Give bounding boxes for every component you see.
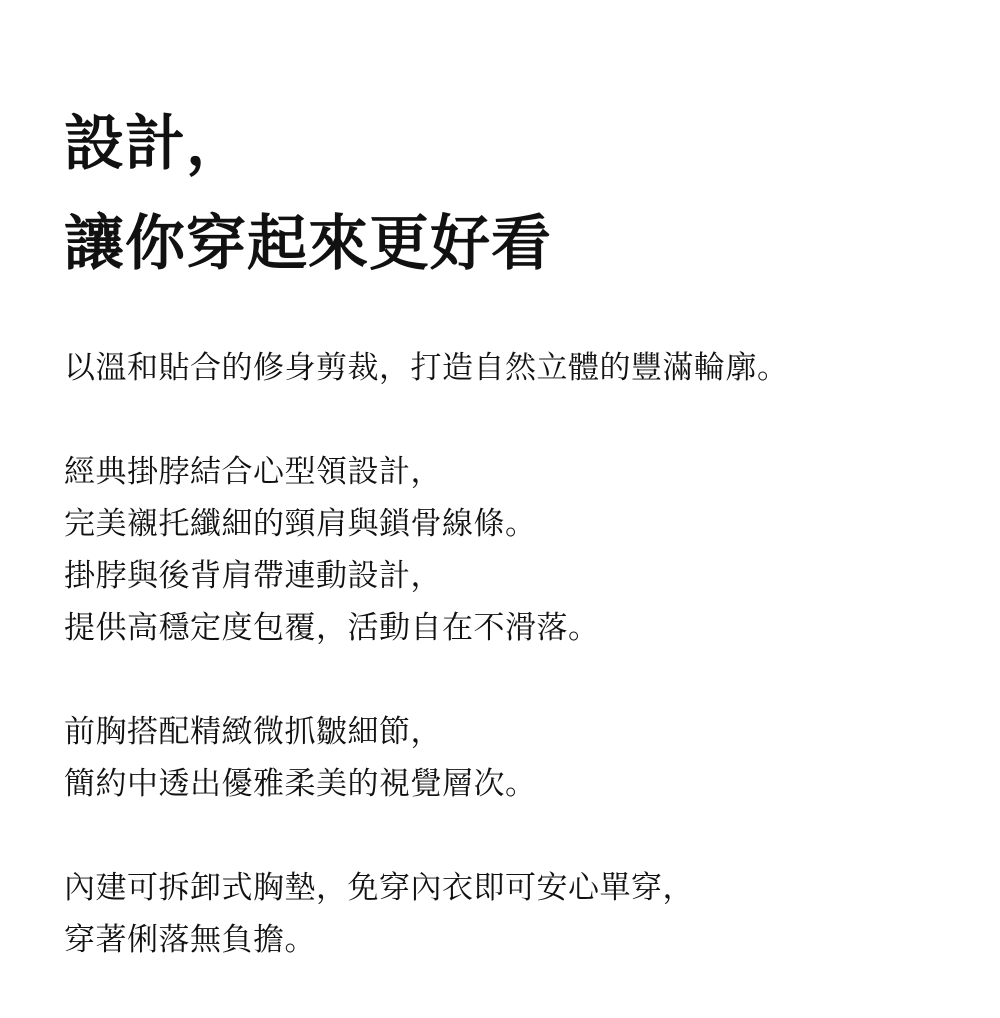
paragraph-line: 經典掛脖結合心型領設計， <box>64 454 442 490</box>
headline-line-1: 設計， <box>64 109 247 179</box>
paragraph-ruching-detail <box>64 706 944 810</box>
headline <box>64 94 944 294</box>
paragraph-line: 穿著俐落無負擔。 <box>64 922 316 958</box>
paragraph-line: 以溫和貼合的修身剪裁，打造自然立體的豐滿輪廓。 <box>64 350 789 386</box>
paragraph-line: 簡約中透出優雅柔美的視覺層次。 <box>64 766 537 802</box>
body-text <box>64 342 944 966</box>
paragraph-line: 掛脖與後背肩帶連動設計， <box>64 558 442 594</box>
headline-line-2: 讓你穿起來更好看 <box>64 209 552 279</box>
paragraph-line: 內建可拆卸式胸墊，免穿內衣即可安心單穿， <box>64 870 694 906</box>
paragraph-line: 前胸搭配精緻微抓皺細節， <box>64 714 442 750</box>
paragraph-fit <box>64 342 944 394</box>
product-description <box>64 94 944 1018</box>
paragraph-line: 完美襯托纖細的頸肩與鎖骨線條。 <box>64 506 537 542</box>
paragraph-line: 提供高穩定度包覆，活動自在不滑落。 <box>64 610 600 646</box>
paragraph-padding <box>64 862 944 966</box>
paragraph-halter-design <box>64 446 944 654</box>
